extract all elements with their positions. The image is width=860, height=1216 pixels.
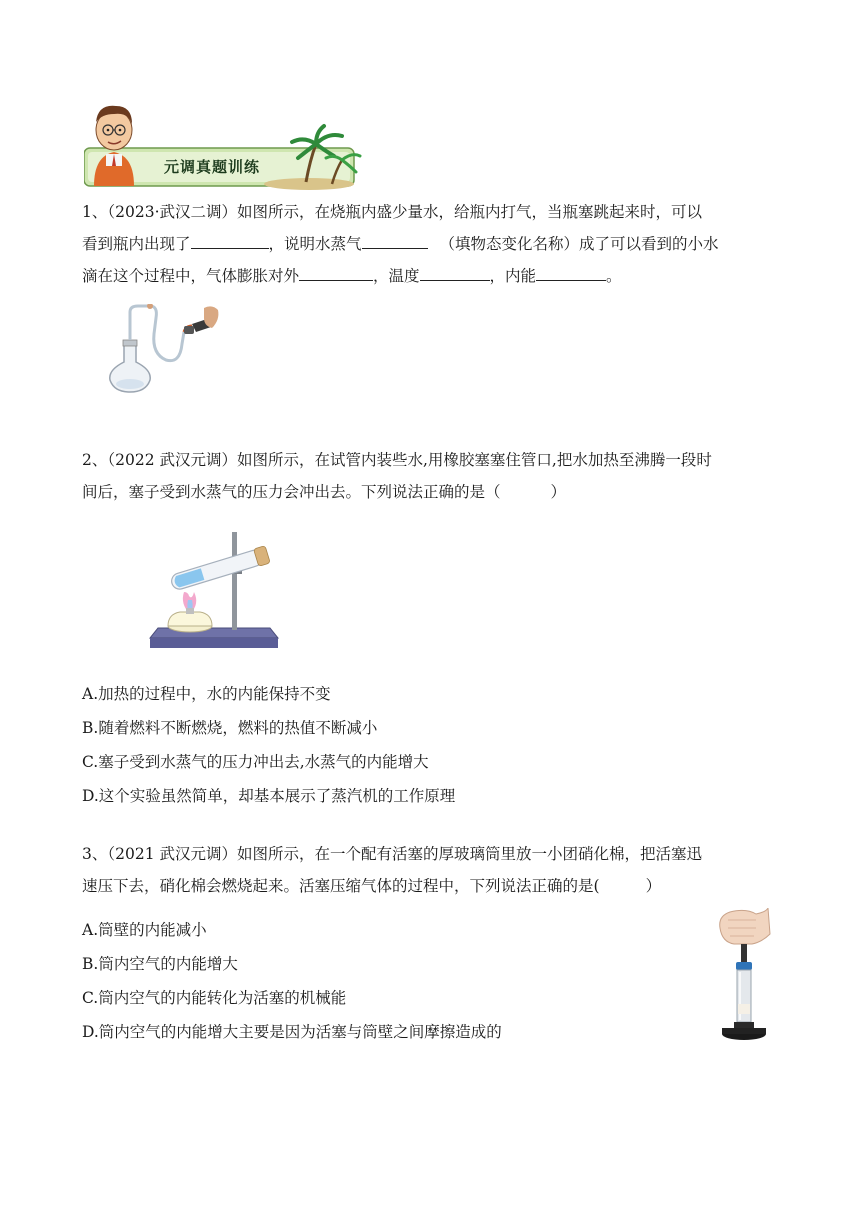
q2-text-1: 如图所示，在试管内装些水,用橡胶塞塞住管口,把水加热至沸腾一段时: [237, 451, 712, 469]
q1-text-3b: ，温度: [373, 267, 420, 285]
q3-text-2: 速压下去，硝化棉会燃烧起来。活塞压缩气体的过程中，下列说法正确的是(: [82, 877, 600, 895]
section-title: 元调真题训练: [164, 158, 261, 176]
q1-source: （2023·武汉二调）: [107, 203, 237, 221]
q3-source: （2021 武汉元调）: [107, 845, 237, 863]
q1-line-3: [82, 260, 782, 292]
q1-text-2c: （填物态变化名称）成了可以看到的小水: [439, 235, 719, 253]
q2-source: （2022 武汉元调）: [107, 451, 237, 469]
q1-blank-4[interactable]: [420, 260, 490, 281]
q1-number: 1、: [82, 203, 108, 221]
section-banner: [84, 100, 364, 192]
q3-option-a[interactable]: A.筒壁的内能减小: [82, 921, 207, 939]
q2-option-d[interactable]: D.这个实验虽然简单，却基本展示了蒸汽机的工作原理: [82, 787, 456, 805]
q1-text-1: 如图所示，在烧瓶内盛少量水，给瓶内打气，当瓶塞跳起来时，可以: [237, 203, 703, 221]
q2-option-a[interactable]: A.加热的过程中，水的内能保持不变: [82, 685, 331, 703]
q2-option-c[interactable]: C.塞子受到水蒸气的压力冲出去,水蒸气的内能增大: [82, 753, 429, 771]
q3-option-d[interactable]: D.筒内空气的内能增大主要是因为活塞与筒壁之间摩擦造成的: [82, 1023, 502, 1041]
q2-line-2: [82, 476, 782, 508]
q1-blank-3[interactable]: [299, 260, 373, 281]
q3-text-1: 如图所示，在一个配有活塞的厚玻璃筒里放一小团硝化棉，把活塞迅: [237, 845, 703, 863]
q3-line-1: [82, 838, 782, 870]
q2-option-b[interactable]: B.随着燃料不断燃烧，燃料的热值不断减小: [82, 719, 378, 737]
q3-line-2: [82, 870, 782, 902]
q2-text-2: 间后，塞子受到水蒸气的压力会冲出去。下列说法正确的是（: [82, 483, 501, 501]
q3-option-b[interactable]: B.筒内空气的内能增大: [82, 955, 238, 973]
question-2: [82, 444, 782, 508]
test-tube-heating-figure: [146, 530, 282, 652]
q1-line-1: [82, 196, 782, 228]
q3-option-c[interactable]: C.筒内空气的内能转化为活塞的机械能: [82, 989, 347, 1007]
q1-blank-5[interactable]: [536, 260, 606, 281]
banner-illustration: [84, 100, 364, 192]
q1-text-3a: 滴在这个过程中，气体膨胀对外: [82, 267, 300, 285]
piston-cylinder-figure: [712, 908, 776, 1042]
q2-number: 2、: [82, 451, 108, 469]
flask-pump-figure: [100, 304, 220, 394]
q3-number: 3、: [82, 845, 108, 863]
q1-blank-1[interactable]: [191, 228, 269, 249]
q1-text-3c: ，内能: [489, 267, 537, 285]
q2-paren-close: ）: [550, 483, 567, 501]
question-1: [82, 196, 782, 292]
q1-text-2a: 看到瓶内出现了: [82, 235, 191, 253]
q1-text-2b: ，说明水蒸气: [268, 235, 362, 253]
q1-blank-2[interactable]: [362, 228, 428, 249]
q1-line-2: [82, 228, 782, 260]
question-3: [82, 838, 782, 902]
q2-line-1: [82, 444, 782, 476]
q3-paren-close: ）: [645, 877, 662, 895]
q1-text-3d: 。: [606, 267, 622, 285]
